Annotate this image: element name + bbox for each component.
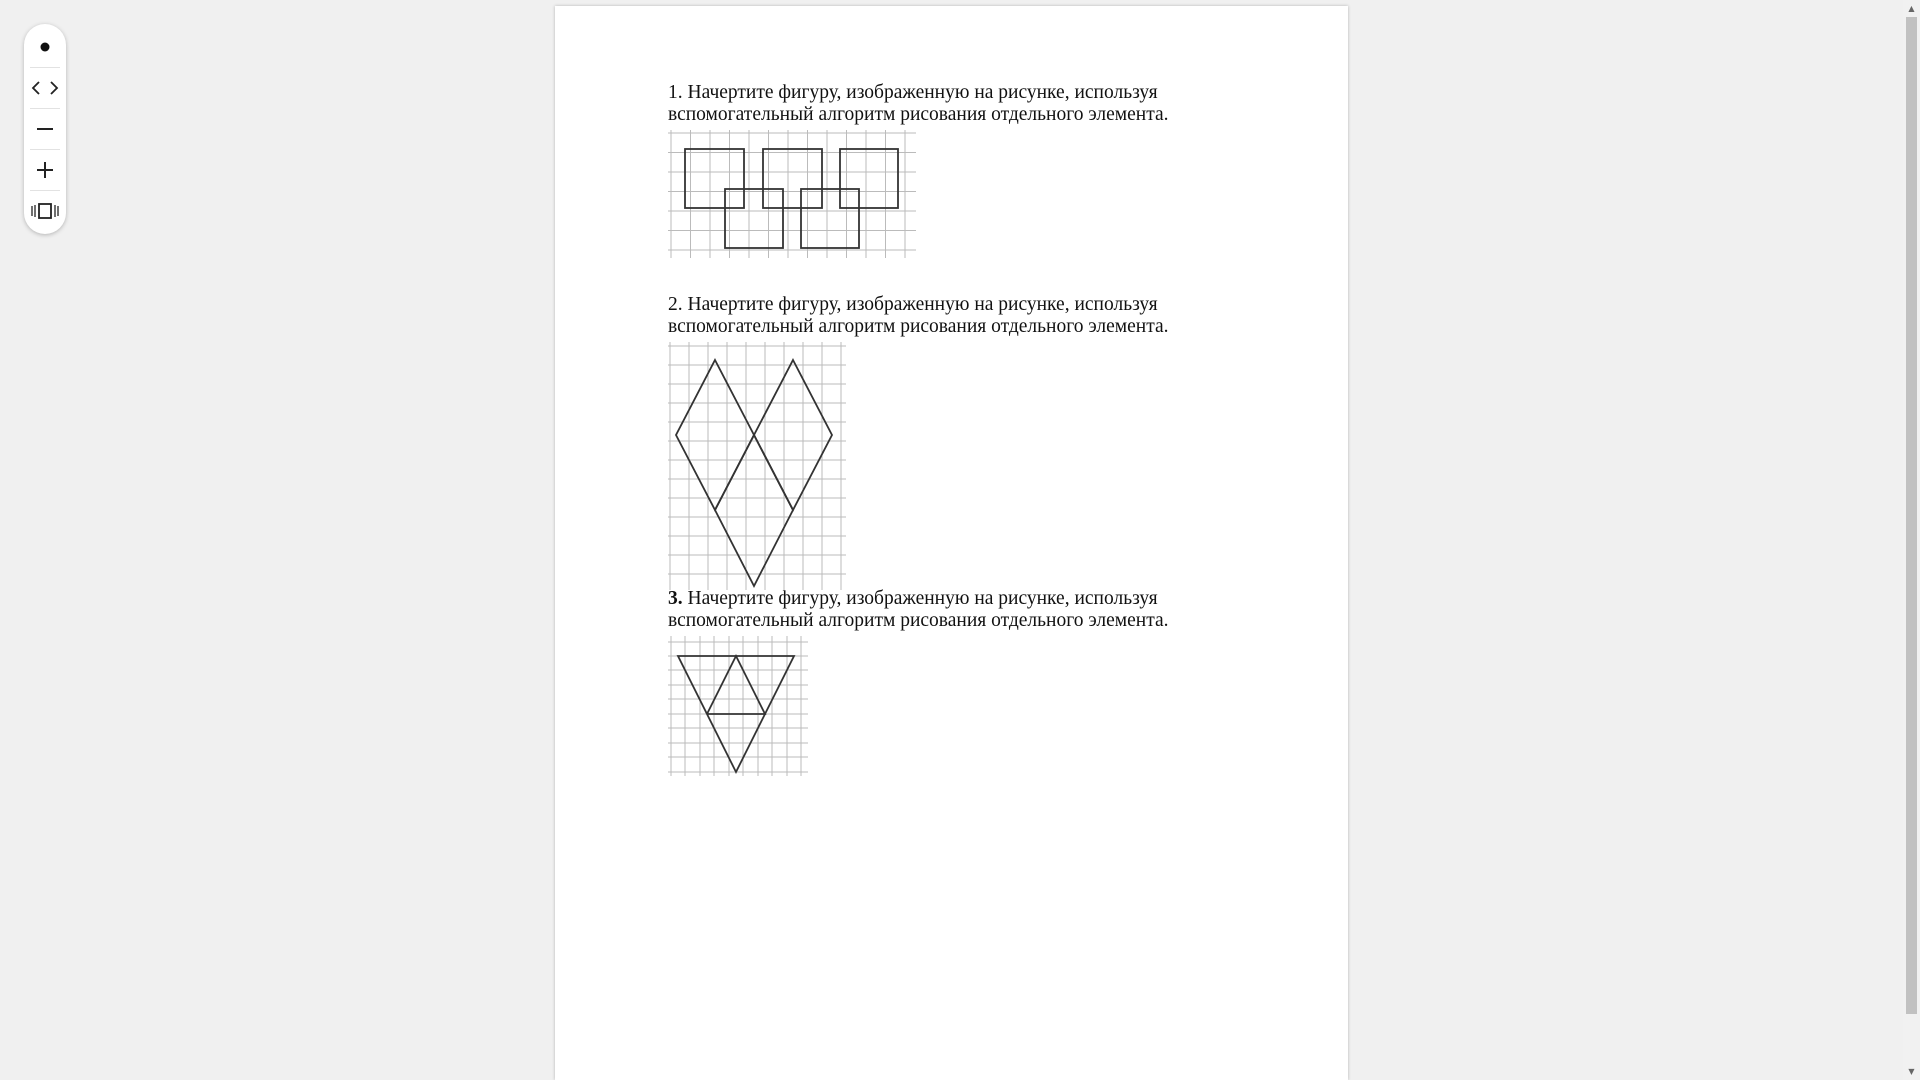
task-number: 1. xyxy=(668,82,683,103)
vertical-scrollbar[interactable] xyxy=(1903,0,1920,1080)
grid-lines xyxy=(668,342,846,590)
page-nav-button[interactable] xyxy=(24,68,66,108)
dot-icon xyxy=(39,41,51,53)
grid-lines xyxy=(668,636,808,776)
zoom-in-button[interactable] xyxy=(24,150,66,190)
zoom-in-icon xyxy=(35,160,55,180)
scrollbar-thumb[interactable] xyxy=(1906,17,1917,1014)
document-page xyxy=(555,6,1348,1080)
task-instruction: Начертите фигуру, изображенную на рисунке, используя вспомогательный алгоритм рисования отдельного элемента. xyxy=(668,588,1169,631)
task-number: 2. xyxy=(668,294,683,315)
scroll-up-arrow[interactable]: ▲ xyxy=(1908,4,1915,13)
page-view-icon xyxy=(30,202,60,220)
pointer-button[interactable] xyxy=(24,27,66,67)
task-number: 3. xyxy=(668,588,683,609)
task-2-text xyxy=(668,294,1308,337)
zoom-out-button[interactable] xyxy=(24,109,66,149)
task-1-figure xyxy=(668,130,916,258)
task-3-text xyxy=(668,588,1308,631)
figure-rhombuses xyxy=(676,360,832,586)
task-2-figure xyxy=(668,342,846,590)
task-1-text xyxy=(668,82,1308,125)
task-instruction: Начертите фигуру, изображенную на рисунке, используя вспомогательный алгоритм рисования отдельного элемента. xyxy=(668,82,1169,125)
prev-next-icon xyxy=(30,79,60,97)
page-view-button[interactable] xyxy=(24,191,66,231)
task-instruction: Начертите фигуру, изображенную на рисунке, используя вспомогательный алгоритм рисования отдельного элемента. xyxy=(668,294,1169,337)
scroll-down-arrow[interactable]: ▼ xyxy=(1908,1067,1915,1076)
zoom-out-icon xyxy=(35,119,55,139)
task-3-figure xyxy=(668,636,808,776)
viewer-toolbar xyxy=(24,24,66,234)
